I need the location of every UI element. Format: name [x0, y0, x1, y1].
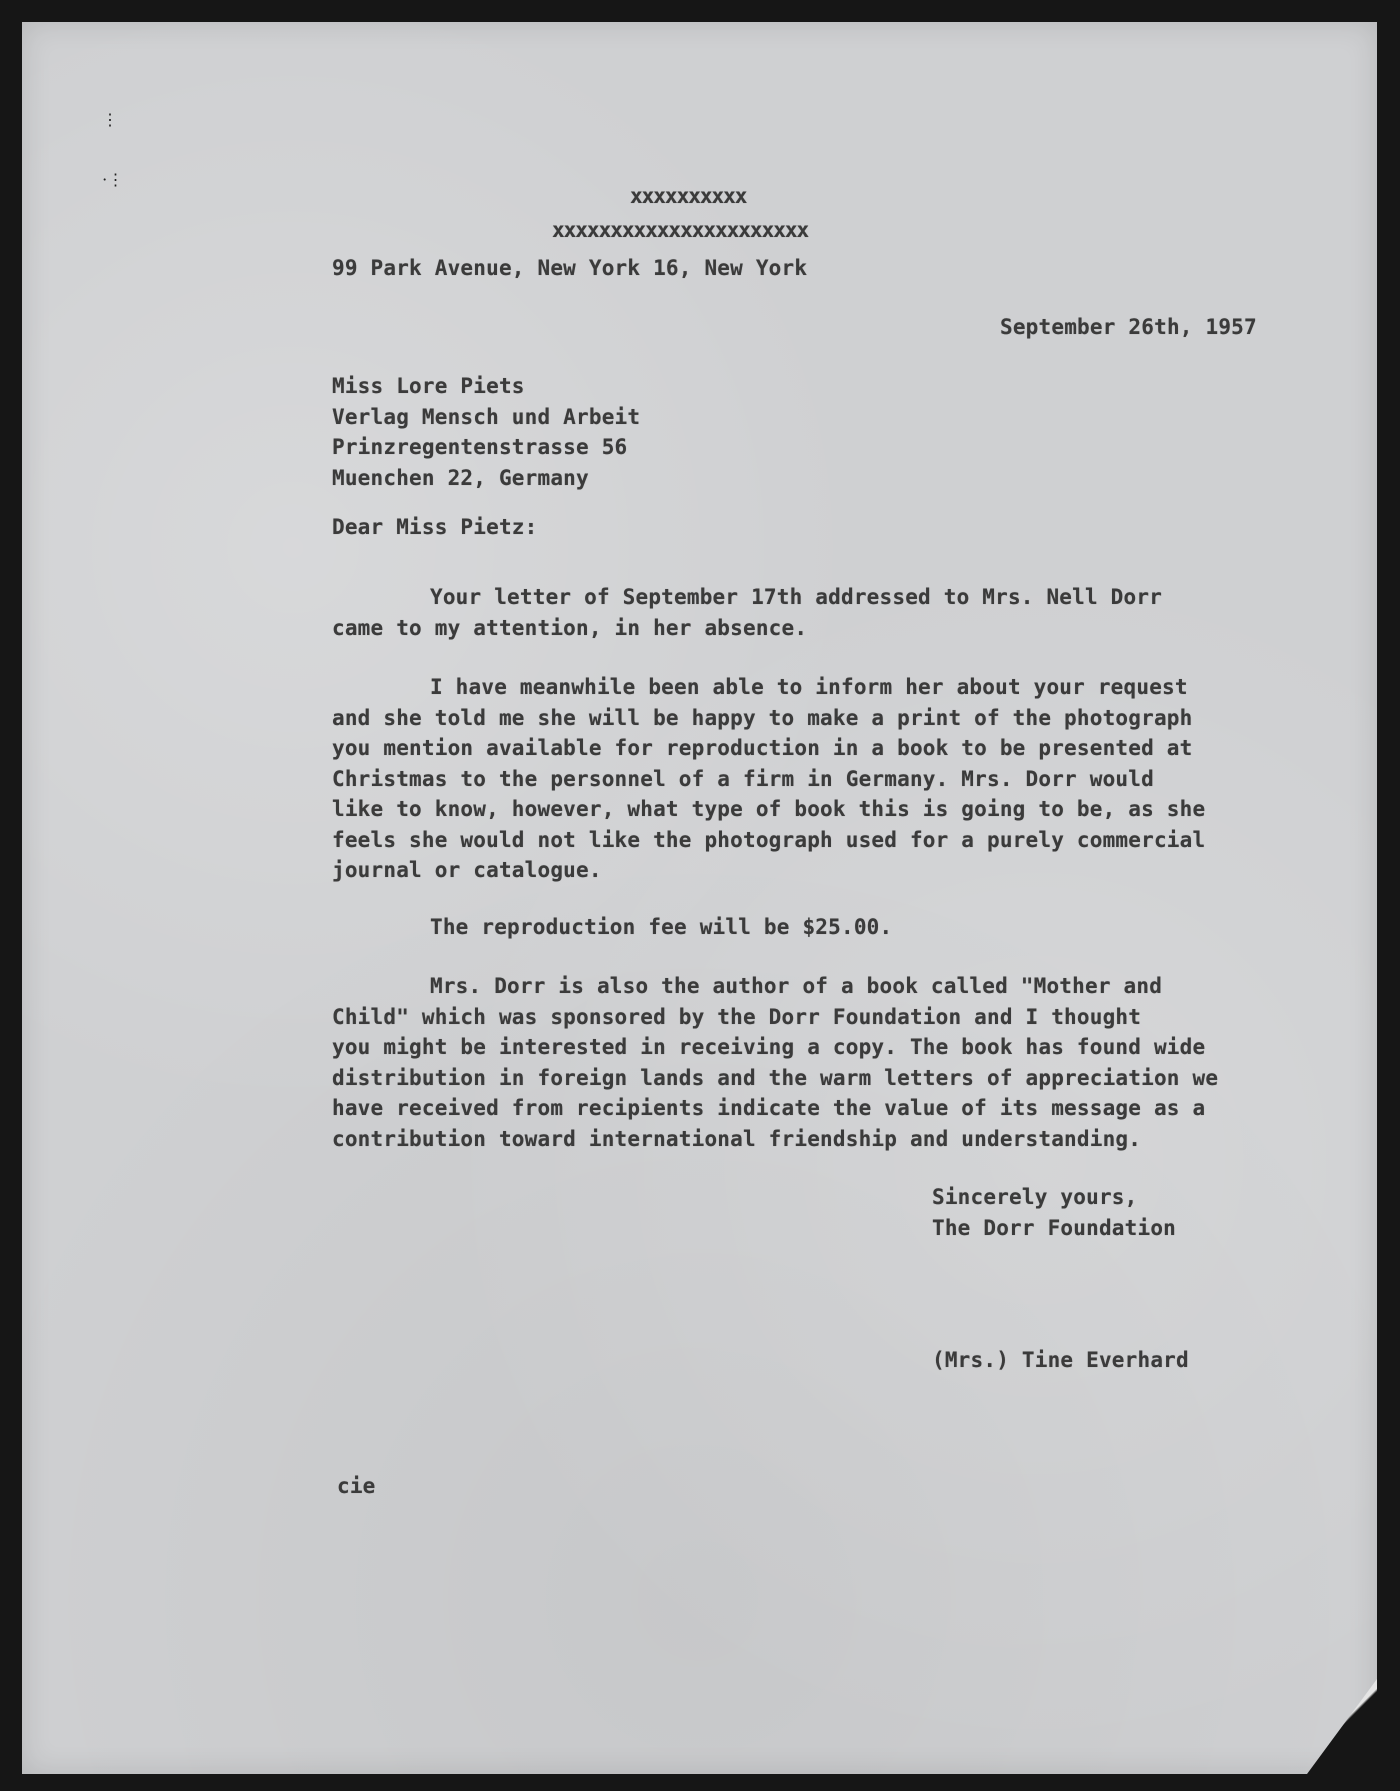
closing-block — [932, 1185, 1176, 1246]
sender-address: 99 Park Avenue, New York 16, New York — [332, 256, 808, 280]
recipient-company: Verlag Mensch und Arbeit — [332, 404, 641, 429]
paragraph-line: came to my attention, in her absence. — [332, 615, 808, 640]
paragraph-4 — [332, 974, 1218, 1157]
letter-date: September 26th, 1957 — [1000, 315, 1257, 339]
paragraph-line: Mrs. Dorr is also the author of a book called "Mother and — [430, 974, 1163, 998]
struck-letterhead-line-2: xxxxxxxxxxxxxxxxxxxxxx — [552, 218, 809, 242]
paragraph-line: The reproduction fee will be $25.00. — [430, 915, 893, 939]
typist-initials: cie — [337, 1474, 376, 1498]
paragraph-2 — [332, 675, 1205, 889]
paragraph-line: I have meanwhile been able to inform her about your request — [430, 675, 1188, 699]
struck-letterhead-line-1: xxxxxxxxxx — [630, 184, 747, 208]
paragraph-line: you mention available for reproduction in a book to be presented at — [332, 736, 1193, 760]
paragraph-line: contribution toward international friendship and understanding. — [332, 1126, 1142, 1151]
recipient-city: Muenchen 22, Germany — [332, 465, 589, 490]
recipient-address-block — [332, 374, 640, 496]
paragraph-3 — [332, 915, 892, 946]
paragraph-1 — [332, 585, 1162, 646]
paragraph-line: have received from recipients indicate the value of its message as a — [332, 1096, 1206, 1120]
paragraph-line: journal or catalogue. — [332, 858, 602, 882]
recipient-name: Miss Lore Piets — [332, 374, 525, 398]
closing-organization: The Dorr Foundation — [932, 1215, 1177, 1240]
paragraph-line: Christmas to the personnel of a firm in Germany. Mrs. Dorr would — [332, 766, 1154, 791]
signature-name: (Mrs.) Tine Everhard — [932, 1348, 1189, 1372]
paragraph-line: Your letter of September 17th addressed to Mrs. Nell Dorr — [430, 585, 1163, 609]
margin-marks: ⋮ ⋅⋮ — [102, 110, 124, 189]
folded-corner — [1307, 1679, 1377, 1774]
paragraph-line: and she told me she will be happy to make a print of the photograph — [332, 705, 1193, 730]
paragraph-line: you might be interested in receiving a copy. The book has found wide — [332, 1035, 1206, 1059]
paragraph-line: like to know, however, what type of book this is going to be, as she — [332, 797, 1206, 821]
paragraph-line: Child" which was sponsored by the Dorr Foundation and I thought — [332, 1004, 1142, 1029]
letter-page — [22, 22, 1377, 1774]
closing-line: Sincerely yours, — [932, 1185, 1138, 1209]
recipient-street: Prinzregentenstrasse 56 — [332, 435, 628, 459]
paragraph-line: distribution in foreign lands and the warm letters of appreciation we — [332, 1065, 1219, 1090]
paragraph-line: feels she would not like the photograph used for a purely commercial — [332, 827, 1206, 852]
salutation: Dear Miss Pietz: — [332, 515, 538, 539]
